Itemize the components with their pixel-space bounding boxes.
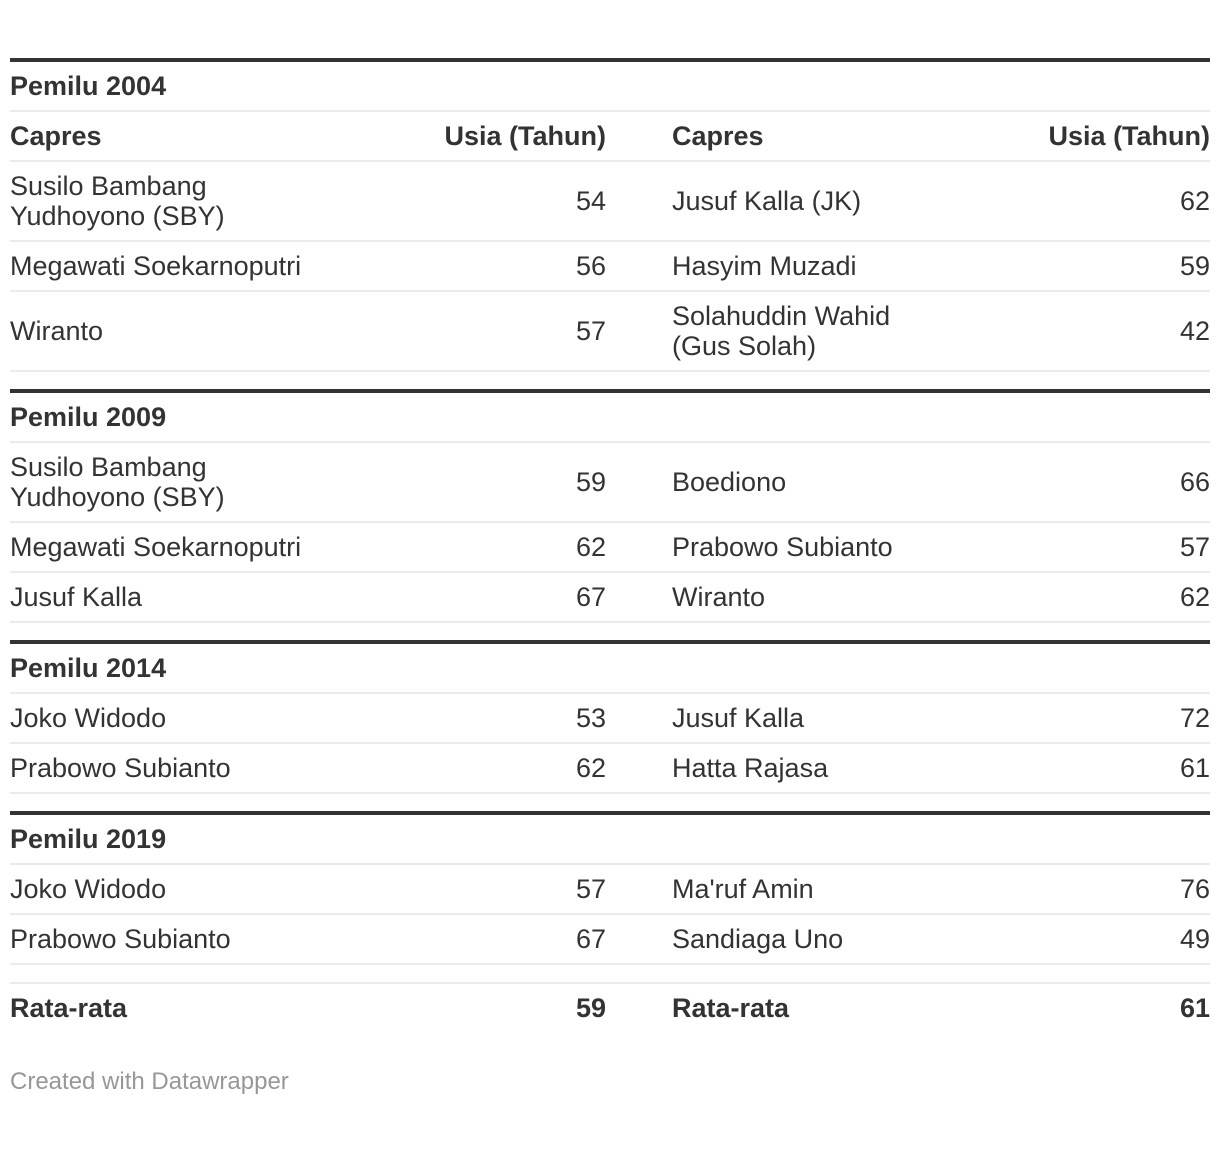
summary-gap-row <box>10 964 1210 983</box>
summary-row <box>10 983 1210 1032</box>
table-row <box>10 914 1210 964</box>
candidate-name-cell: Hatta Rajasa <box>610 743 940 793</box>
candidate-name-cell: Prabowo Subianto <box>10 743 330 793</box>
section-header-row-2004 <box>10 60 1210 111</box>
section-header-row-2019 <box>10 813 1210 864</box>
candidate-name-cell: Joko Widodo <box>10 693 330 743</box>
column-header-usia-left: Usia (Tahun) <box>330 111 610 161</box>
age-cell: 66 <box>940 442 1210 522</box>
column-header-capres-left: Capres <box>10 111 330 161</box>
summary-value: 59 <box>575 993 606 1023</box>
column-header-capres-right: Capres <box>610 111 940 161</box>
age-cell: 72 <box>940 693 1210 743</box>
age-cell: 62 <box>940 572 1210 622</box>
section-title: Pemilu 2004 <box>10 60 1210 111</box>
age-cell: 42 <box>940 291 1210 371</box>
candidate-name-cell: Sandiaga Uno <box>610 914 940 964</box>
candidate-age-table <box>10 58 1210 1032</box>
age-cell: 62 <box>940 161 1210 241</box>
table-row <box>10 572 1210 622</box>
candidate-name-cell: Susilo Bambang Yudhoyono (SBY) <box>10 442 330 522</box>
age-cell: 61 <box>940 743 1210 793</box>
candidate-name-cell: Megawati Soekarnoputri <box>10 522 330 572</box>
column-header-usia-right: Usia (Tahun) <box>940 111 1210 161</box>
candidate-name-cell: Megawati Soekarnoputri <box>10 241 330 291</box>
candidate-name-cell: Boediono <box>610 442 940 522</box>
table-row <box>10 864 1210 914</box>
table-row <box>10 241 1210 291</box>
age-cell: 62 <box>330 522 610 572</box>
section-title: Pemilu 2009 <box>10 391 1210 442</box>
section-spacer <box>10 793 1210 813</box>
column-header-row <box>10 111 1210 161</box>
section-spacer <box>10 622 1210 642</box>
age-cell: 59 <box>940 241 1210 291</box>
candidate-name-cell: Jusuf Kalla <box>10 572 330 622</box>
table-row <box>10 522 1210 572</box>
candidate-name-cell: Joko Widodo <box>10 864 330 914</box>
candidate-name-cell: Wiranto <box>610 572 940 622</box>
age-cell: 67 <box>330 914 610 964</box>
table-row <box>10 161 1210 241</box>
candidate-name-cell: Prabowo Subianto <box>10 914 330 964</box>
candidate-name-cell: Hasyim Muzadi <box>610 241 940 291</box>
candidate-name-cell: Prabowo Subianto <box>610 522 940 572</box>
table-row <box>10 442 1210 522</box>
age-cell: 57 <box>940 522 1210 572</box>
section-header-row-2014 <box>10 642 1210 693</box>
age-cell: 49 <box>940 914 1210 964</box>
age-cell: 56 <box>330 241 610 291</box>
age-cell: 57 <box>330 291 610 371</box>
candidate-name-cell: Ma'ruf Amin <box>610 864 940 914</box>
datawrapper-credit-link[interactable]: Created with Datawrapper <box>10 1068 289 1095</box>
table-row <box>10 743 1210 793</box>
section-header-row-2009 <box>10 391 1210 442</box>
table-row <box>10 693 1210 743</box>
section-spacer <box>10 371 1210 391</box>
summary-label: Rata-rata <box>672 993 790 1023</box>
candidate-name-cell: Jusuf Kalla <box>610 693 940 743</box>
candidate-name-cell: Susilo Bambang Yudhoyono (SBY) <box>10 161 330 241</box>
summary-label: Rata-rata <box>10 993 128 1023</box>
age-cell: 59 <box>330 442 610 522</box>
age-cell: 57 <box>330 864 610 914</box>
age-cell: 54 <box>330 161 610 241</box>
section-title: Pemilu 2019 <box>10 813 1210 864</box>
candidate-name-cell: Wiranto <box>10 291 330 371</box>
section-title: Pemilu 2014 <box>10 642 1210 693</box>
age-cell: 76 <box>940 864 1210 914</box>
summary-value: 61 <box>1179 993 1211 1023</box>
age-cell: 67 <box>330 572 610 622</box>
footer <box>10 1068 1210 1096</box>
candidate-name-cell: Jusuf Kalla (JK) <box>610 161 940 241</box>
candidate-name-cell: Solahuddin Wahid (Gus Solah) <box>610 291 940 371</box>
age-cell: 53 <box>330 693 610 743</box>
table-row <box>10 291 1210 371</box>
age-cell: 62 <box>330 743 610 793</box>
